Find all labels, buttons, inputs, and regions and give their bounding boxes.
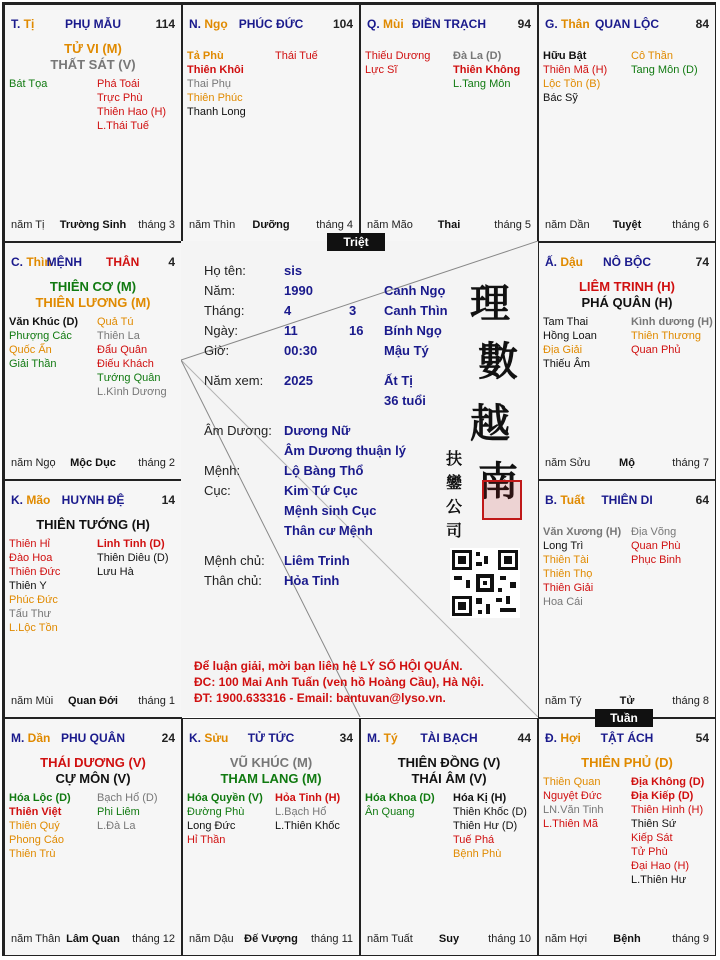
minor-star: Phục Binh	[631, 554, 682, 566]
menh-value: Lộ Bàng Thổ	[284, 463, 364, 478]
minor-star: Đà La (D)	[453, 50, 502, 62]
main-star: THIÊN CƠ (M)	[49, 279, 137, 294]
red-seal-stamp	[482, 480, 522, 520]
minor-star: Phượng Các	[9, 330, 72, 342]
star-column	[543, 525, 621, 609]
palace-name: TÀI BẠCH	[420, 731, 478, 745]
star-column	[187, 49, 246, 119]
palace-canchi: B. Tuất	[545, 493, 585, 507]
palace-cell	[538, 242, 716, 480]
minor-star: Hóa Kị (H)	[453, 792, 507, 804]
minor-star: Tướng Quân	[97, 372, 161, 384]
minor-star: L.Thái Tuế	[97, 120, 149, 132]
main-star: THÁI ÂM (V)	[411, 771, 487, 786]
palace-year: năm Hợi	[545, 933, 588, 945]
palace-year: năm Sửu	[545, 457, 591, 469]
palace-header	[11, 17, 175, 33]
palace-cell	[538, 4, 716, 242]
palace-canchi: C. Thìn	[11, 255, 52, 269]
minor-star: Địa Võng	[631, 526, 677, 538]
palace-stage: Thai	[437, 219, 461, 231]
view-year-value: 2025	[284, 373, 313, 388]
view-year-label: Năm xem:	[204, 373, 264, 388]
palace-name: ĐIỀN TRẠCH	[412, 17, 486, 31]
palace-header	[367, 731, 531, 747]
palace-month: tháng 3	[138, 219, 175, 231]
main-star: PHÁ QUÂN (H)	[581, 295, 673, 310]
star-column	[275, 791, 340, 833]
minor-star: Thái Tuế	[275, 50, 318, 62]
minor-star: Tang Môn (D)	[631, 64, 698, 76]
star-column	[187, 791, 263, 847]
palace-canchi: K. Sửu	[189, 731, 229, 745]
thanchu-value: Hỏa Tinh	[284, 573, 340, 588]
menhchu-value: Liêm Trinh	[284, 553, 350, 568]
seal-char-2: 鑾	[446, 473, 463, 492]
minor-star: L.Đà La	[97, 820, 136, 832]
palace-footer	[545, 219, 709, 233]
minor-star: Tam Thai	[543, 316, 589, 328]
minor-star: Thiên Không	[453, 64, 521, 76]
minor-star: Tả Phù	[187, 50, 224, 62]
amduong-note: Âm Dương thuận lý	[284, 443, 406, 458]
palace-header	[11, 255, 175, 271]
palace-canchi: M. Tý	[367, 731, 398, 745]
calligraphy-char-4: 南	[478, 458, 518, 505]
main-star: THÁI DƯƠNG (V)	[40, 755, 146, 770]
palace-canchi: Q. Mùi	[367, 17, 404, 31]
minor-star: Địa Kiếp (D)	[631, 790, 694, 802]
tuan-tag: Tuần	[595, 709, 653, 727]
calligraphy-char-2: 數	[478, 338, 518, 385]
minor-star: Tấu Thư	[9, 608, 52, 620]
minor-star: Thiên Hư (D)	[453, 820, 518, 832]
minor-star: Thiếu Dương	[365, 50, 431, 62]
view-year-canchi: Ất Tị	[384, 373, 413, 388]
minor-star: Văn Xương (H)	[543, 526, 622, 538]
palace-footer	[11, 695, 175, 709]
palace-name: PHỤ MẪU	[65, 17, 121, 31]
minor-star: Thiên Thọ	[543, 568, 593, 580]
palace-name: NÔ BỘC	[603, 255, 651, 269]
minor-star: Bác Sỹ	[543, 92, 578, 104]
palace-stage: Mộ	[619, 457, 635, 469]
cuc-value: Kim Tứ Cục	[284, 483, 358, 498]
palace-stage: Đế Vượng	[244, 933, 298, 945]
minor-star: Hóa Khoa (D)	[365, 792, 435, 804]
palace-number: 64	[695, 493, 709, 507]
minor-star: Hồng Loan	[543, 330, 597, 342]
palace-year: năm Tuất	[367, 933, 413, 945]
main-star: CỰ MÔN (V)	[55, 771, 131, 786]
cuc-note-2: Thân cư Mệnh	[284, 523, 373, 538]
menh-label: Mệnh:	[204, 463, 241, 478]
palace-canchi: K. Mão	[11, 493, 51, 507]
palace-header	[367, 17, 531, 33]
minor-star: Thiên Mã (H)	[543, 64, 608, 76]
palace-name: QUAN LỘC	[595, 17, 659, 31]
palace-footer	[545, 695, 709, 709]
minor-star: Lưu Hà	[97, 566, 134, 578]
minor-star: Thiên Khốc (D)	[453, 806, 527, 818]
palace-number: 44	[517, 731, 531, 745]
palace-number: 14	[161, 493, 175, 507]
age-value: 36 tuổi	[384, 393, 426, 408]
palace-name: THIÊN DI	[601, 493, 653, 507]
palace-header	[545, 493, 709, 509]
minor-star: Thiên Việt	[9, 806, 62, 818]
palace-stage: Bệnh	[613, 933, 641, 945]
palace-number: 114	[155, 17, 175, 31]
month-canchi: Canh Thìn	[384, 303, 448, 318]
minor-star: L.Thiên Hư	[631, 874, 687, 886]
palace-cell	[4, 4, 182, 242]
main-star: THẤT SÁT (V)	[50, 57, 136, 72]
minor-star: L.Kình Dương	[97, 386, 167, 398]
amduong-label: Âm Dương:	[204, 423, 272, 438]
palace-year: năm Mão	[367, 219, 413, 231]
palace-footer	[189, 219, 353, 233]
minor-star: Bát Tọa	[9, 78, 48, 90]
palace-cell	[182, 4, 360, 242]
minor-star: Đường Phù	[187, 806, 245, 818]
minor-star: Giải Thần	[9, 358, 57, 370]
minor-star: Thiên Hình (H)	[631, 804, 704, 816]
star-column	[453, 49, 520, 91]
main-star: THIÊN TƯỚNG (H)	[36, 517, 150, 532]
star-column	[543, 49, 607, 105]
palace-footer	[11, 457, 175, 471]
palace-number: 34	[339, 731, 353, 745]
star-column	[631, 49, 698, 77]
star-column	[97, 791, 158, 833]
palace-month: tháng 7	[672, 457, 709, 469]
palace-year: năm Thân	[11, 933, 61, 945]
palace-month: tháng 11	[310, 933, 353, 945]
calligraphy-char-3: 越	[470, 400, 510, 447]
star-column	[9, 537, 60, 635]
minor-star: Thiên Diêu (D)	[97, 552, 169, 564]
minor-star: Đại Hao (H)	[631, 860, 690, 872]
seal-char-1: 扶	[446, 449, 463, 468]
minor-star: Thiên Quan	[543, 776, 601, 788]
palace-year: năm Tý	[545, 695, 582, 707]
palace-stage: Trường Sinh	[59, 219, 127, 231]
minor-star: Địa Giải	[543, 344, 583, 356]
minor-star: Bạch Hổ (D)	[97, 792, 158, 804]
minor-star: Điếu Khách	[97, 358, 154, 370]
minor-star: Đào Hoa	[9, 552, 53, 564]
qr-code	[450, 548, 520, 618]
minor-star: Thiên Sứ	[631, 818, 677, 830]
minor-star: Quan Phủ	[631, 344, 681, 356]
minor-star: Thiên Phúc	[187, 92, 243, 104]
minor-star: Ân Quang	[365, 806, 415, 818]
palace-stage: Quan Đới	[68, 695, 118, 707]
star-column	[631, 315, 713, 357]
minor-star: Thiên Tài	[543, 554, 589, 566]
palace-footer	[367, 219, 531, 233]
minor-star: Hóa Quyền (V)	[187, 792, 263, 804]
palace-stage: Lâm Quan	[66, 933, 120, 945]
minor-star: Tuế Phá	[453, 834, 495, 846]
palace-stage: Mộc Dục	[70, 457, 116, 469]
palace-footer	[367, 933, 531, 947]
main-star: THIÊN PHỦ (D)	[581, 755, 673, 770]
palace-name: HUYNH ĐỆ	[61, 493, 125, 507]
minor-star: Hỏa Tinh (H)	[275, 792, 341, 804]
main-star: TỬ VI (M)	[64, 41, 122, 56]
day-lunar: 16	[349, 323, 364, 338]
minor-star: Lực Sĩ	[365, 64, 398, 76]
year-canchi: Canh Ngọ	[384, 283, 446, 298]
palace-number: 74	[695, 255, 709, 269]
palace-footer	[545, 933, 709, 947]
palace-number: 84	[695, 17, 709, 31]
minor-star: Phá Toái	[97, 78, 140, 90]
minor-star: Thiên Hỉ	[9, 538, 50, 550]
palace-number: 4	[168, 255, 175, 269]
minor-star: Phi Liêm	[97, 806, 140, 818]
hour-value: 00:30	[284, 343, 318, 358]
menhchu-label: Mệnh chủ:	[204, 553, 265, 568]
minor-star: Long Trì	[543, 540, 584, 552]
palace-footer	[189, 933, 353, 947]
minor-star: LN.Văn Tinh	[543, 804, 604, 816]
palace-number: 94	[517, 17, 531, 31]
minor-star: Tử Phù	[631, 846, 668, 858]
seal-char-4: 司	[446, 521, 463, 540]
minor-star: Quốc Ấn	[9, 344, 52, 356]
palace-cell	[360, 4, 538, 242]
star-column	[365, 49, 430, 77]
minor-star: Nguyệt Đức	[543, 790, 602, 802]
main-star: LIÊM TRINH (H)	[578, 279, 676, 294]
palace-year: năm Dần	[545, 219, 590, 231]
palace-cell	[538, 718, 716, 956]
minor-star: Thiên Y	[9, 580, 47, 592]
palace-name: TỬ TỨC	[247, 731, 295, 745]
amduong-value: Dương Nữ	[284, 423, 351, 438]
palace-header	[11, 731, 175, 747]
star-column	[275, 49, 318, 63]
palace-footer	[545, 457, 709, 471]
palace-footer	[11, 219, 175, 233]
name-value: sis	[284, 263, 303, 278]
minor-star: Thiếu Âm	[543, 358, 591, 370]
minor-star: Thiên Hao (H)	[97, 106, 167, 118]
palace-name: MỆNH THÂN	[46, 255, 140, 269]
palace-number: 24	[161, 731, 175, 745]
contact-line-1: Để luận giải, mời bạn liên hệ LÝ SỐ HỘI QUÁN.	[194, 659, 463, 673]
star-column	[631, 525, 681, 567]
palace-header	[189, 17, 353, 33]
small-seal	[446, 446, 466, 542]
month-label: Tháng:	[204, 303, 245, 318]
palace-header	[545, 255, 709, 271]
palace-month: tháng 1	[138, 695, 175, 707]
palace-canchi: Ấ. Dậu	[545, 255, 584, 269]
palace-canchi: T. Tị	[11, 17, 35, 31]
star-column	[9, 791, 71, 861]
palace-canchi: Đ. Hợi	[545, 731, 581, 745]
minor-star: Văn Khúc (D)	[9, 316, 79, 328]
palace-canchi: N. Ngọ	[189, 17, 228, 31]
minor-star: Thiên Thương	[631, 330, 702, 342]
minor-star: Thanh Long	[187, 106, 246, 118]
minor-star: Phong Cáo	[9, 834, 65, 846]
palace-canchi: M. Dần	[11, 731, 51, 745]
star-column	[9, 315, 78, 371]
palace-cell	[538, 480, 716, 718]
main-star: THIÊN ĐỒNG (V)	[397, 755, 501, 770]
minor-star: Quả Tú	[97, 316, 134, 328]
star-column	[543, 775, 604, 831]
palace-month: tháng 2	[138, 457, 175, 469]
star-column	[453, 791, 527, 861]
month-value: 4	[284, 303, 292, 318]
hour-label: Giờ:	[204, 343, 230, 358]
cuc-note-1: Mệnh sinh Cục	[284, 503, 377, 518]
contact-address: ĐC: 100 Mai Anh Tuấn (ven hồ Hoàng Cầu), Hà Nội.	[194, 675, 485, 689]
palace-cell	[4, 718, 182, 956]
palace-stage: Tử	[619, 695, 635, 707]
palace-month: tháng 4	[316, 219, 353, 231]
minor-star: L.Lộc Tồn	[9, 622, 58, 634]
minor-star: Cô Thần	[631, 50, 673, 62]
palace-month: tháng 12	[132, 933, 175, 945]
minor-star: Trực Phù	[97, 92, 143, 104]
palace-month: tháng 6	[672, 219, 709, 231]
thanchu-label: Thân chủ:	[204, 573, 262, 588]
minor-star: Thiên Trù	[9, 848, 56, 860]
main-star: THAM LANG (M)	[220, 771, 322, 786]
star-column	[631, 775, 704, 887]
hour-canchi: Mậu Tý	[384, 343, 429, 358]
palace-year: năm Tị	[11, 219, 45, 231]
palace-header	[545, 731, 709, 747]
minor-star: Hoa Cái	[543, 596, 583, 608]
palace-cell	[360, 718, 538, 956]
palace-year: năm Thìn	[189, 219, 236, 231]
minor-star: Thiên Quý	[9, 820, 60, 832]
palace-name: PHÚC ĐỨC	[238, 17, 304, 31]
minor-star: Hỉ Thần	[187, 834, 226, 846]
palace-number: 54	[695, 731, 709, 745]
minor-star: L.Tang Môn	[453, 78, 511, 90]
star-column	[97, 537, 169, 579]
minor-star: Bệnh Phù	[453, 848, 502, 860]
palace-cell	[182, 718, 360, 956]
minor-star: Thiên Đức	[9, 566, 61, 578]
palace-year: năm Mùi	[11, 695, 54, 707]
palace-month: tháng 8	[672, 695, 709, 707]
minor-star: Linh Tinh (D)	[97, 538, 165, 550]
main-star: THIÊN LƯƠNG (M)	[35, 295, 151, 310]
star-column	[9, 77, 47, 91]
palace-cell	[4, 242, 182, 480]
seal-char-3: 公	[446, 497, 463, 516]
star-column	[365, 791, 435, 819]
contact-phone-email: ĐT: 1900.633316 - Email: bantuvan@lyso.vn.	[194, 691, 446, 705]
minor-star: L.Thiên Khốc	[275, 820, 340, 832]
palace-year: năm Ngọ	[11, 457, 56, 469]
day-label: Ngày:	[204, 323, 238, 338]
minor-star: Hóa Lộc (D)	[9, 792, 71, 804]
day-canchi: Bính Ngọ	[384, 323, 442, 338]
minor-star: Hữu Bật	[543, 50, 587, 62]
palace-header	[189, 731, 353, 747]
palace-stage: Dưỡng	[252, 219, 290, 231]
minor-star: Quan Phù	[631, 540, 681, 552]
palace-month: tháng 10	[488, 933, 531, 945]
star-column	[543, 315, 597, 371]
palace-header	[545, 17, 709, 33]
minor-star: Lộc Tồn (B)	[543, 78, 601, 90]
palace-month: tháng 5	[494, 219, 531, 231]
palace-number: 104	[332, 17, 353, 31]
year-value: 1990	[284, 283, 313, 298]
minor-star: Thiên La	[97, 330, 140, 342]
minor-star: Thai Phụ	[187, 78, 232, 90]
palace-header	[11, 493, 175, 509]
minor-star: Kiếp Sát	[631, 832, 673, 844]
triet-tag: Triệt	[327, 233, 385, 251]
minor-star: Địa Không (D)	[631, 776, 705, 788]
palace-cell	[4, 480, 182, 718]
calligraphy-char-1: 理	[470, 280, 510, 327]
main-star: VŨ KHÚC (M)	[229, 755, 313, 770]
cuc-label: Cục:	[204, 483, 231, 498]
name-label: Họ tên:	[204, 263, 246, 278]
day-value: 11	[284, 323, 298, 338]
palace-name: PHU QUÂN	[60, 731, 125, 745]
minor-star: Thiên Khôi	[187, 64, 244, 76]
palace-year: năm Dậu	[189, 933, 234, 945]
star-column	[97, 77, 166, 133]
palace-stage: Suy	[438, 933, 460, 945]
minor-star: Thiên Giải	[543, 582, 594, 594]
palace-name: TẬT ÁCH	[600, 731, 654, 745]
year-label: Năm:	[204, 283, 236, 298]
minor-star: Kình dương (H)	[631, 316, 713, 328]
palace-canchi: G. Thân	[545, 17, 590, 31]
palace-month: tháng 9	[672, 933, 709, 945]
palace-footer	[11, 933, 175, 947]
minor-star: Long Đức	[187, 820, 236, 832]
minor-star: Phúc Đức	[9, 594, 58, 606]
star-column	[97, 315, 167, 399]
month-lunar: 3	[349, 303, 357, 318]
palace-stage: Tuyệt	[612, 219, 642, 231]
minor-star: Đẩu Quân	[97, 344, 148, 356]
minor-star: L.Bạch Hổ	[275, 806, 327, 818]
minor-star: L.Thiên Mã	[543, 818, 599, 830]
